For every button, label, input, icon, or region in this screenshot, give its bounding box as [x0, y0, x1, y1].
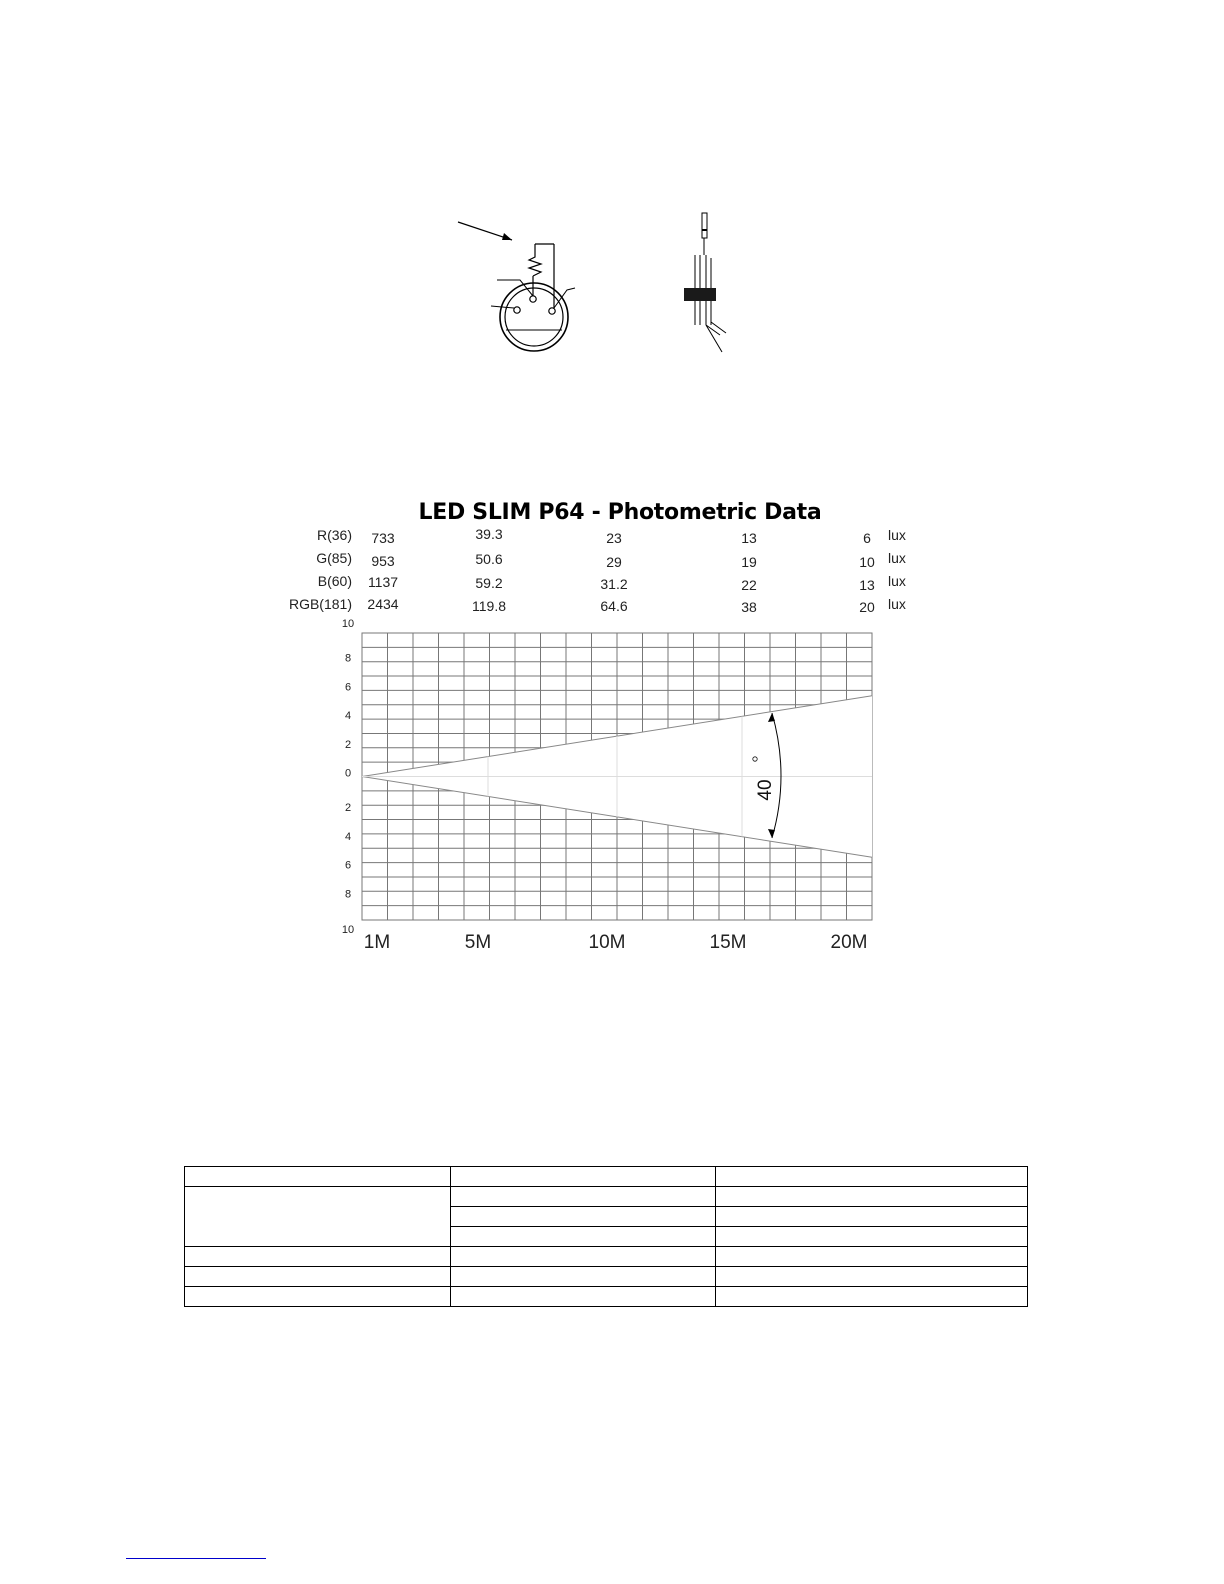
- y-tick-label: 4: [344, 830, 352, 843]
- y-tick-label: 10: [341, 924, 355, 936]
- lux-value: 6: [863, 530, 871, 546]
- y-tick-label: 10: [341, 618, 355, 630]
- lux-value: 59.2: [475, 575, 503, 591]
- unit-label: lux: [888, 527, 906, 543]
- table-row: [185, 1187, 1028, 1207]
- y-tick-label: 6: [344, 681, 352, 694]
- lux-value: 31.2: [600, 576, 628, 592]
- unit-label: lux: [888, 573, 906, 589]
- x-tick-label: 5M: [464, 932, 492, 953]
- x-tick-label: 1M: [363, 932, 391, 953]
- table-row: [185, 1267, 1028, 1287]
- beam-angle-label: 40: [755, 779, 776, 801]
- y-tick-label: 2: [344, 738, 352, 751]
- footer-link-underline: [126, 1558, 266, 1559]
- y-tick-label: 4: [344, 710, 352, 723]
- table-row: [185, 1167, 1028, 1187]
- x-tick-label: 10M: [588, 932, 626, 953]
- y-axis-ticks: [342, 618, 354, 936]
- y-tick-label: 6: [344, 859, 352, 872]
- lux-value: 50.6: [475, 551, 503, 567]
- lux-value: 953: [371, 553, 395, 569]
- series-label: G(85): [316, 550, 352, 566]
- lux-value: 2434: [367, 596, 399, 612]
- lux-value: 13: [859, 577, 875, 593]
- series-label: RGB(181): [288, 596, 352, 612]
- lux-data-table: [289, 526, 906, 615]
- x-tick-label: 15M: [709, 932, 747, 953]
- unit-label: lux: [888, 596, 906, 612]
- y-tick-label: 8: [344, 652, 352, 665]
- x-tick-label: 20M: [830, 932, 868, 953]
- unit-label: lux: [888, 550, 906, 566]
- lux-value: 20: [859, 599, 875, 615]
- y-tick-label: 0: [344, 767, 352, 780]
- lux-value: 23: [606, 530, 622, 546]
- table-row: [185, 1287, 1028, 1307]
- y-tick-label: 2: [344, 802, 352, 815]
- lux-value: 733: [371, 530, 395, 546]
- series-label: B(60): [317, 573, 352, 589]
- lux-value: 1137: [367, 574, 399, 590]
- lux-value: 10: [859, 554, 875, 570]
- x-axis-ticks: [364, 932, 868, 953]
- spec-table: [184, 1166, 1028, 1307]
- lux-value: 29: [606, 554, 622, 570]
- lux-value: 39.3: [475, 526, 503, 542]
- lux-value: 38: [741, 599, 757, 615]
- chart-title: LED SLIM P64 - Photometric Data: [418, 500, 822, 525]
- y-tick-label: 8: [344, 888, 352, 901]
- lux-value: 19: [741, 554, 757, 570]
- lux-value: 64.6: [600, 598, 628, 614]
- table-row: [185, 1247, 1028, 1267]
- series-label: R(36): [316, 527, 352, 543]
- lux-value: 119.8: [472, 598, 506, 614]
- lux-value: 22: [741, 577, 757, 593]
- lux-value: 13: [741, 530, 757, 546]
